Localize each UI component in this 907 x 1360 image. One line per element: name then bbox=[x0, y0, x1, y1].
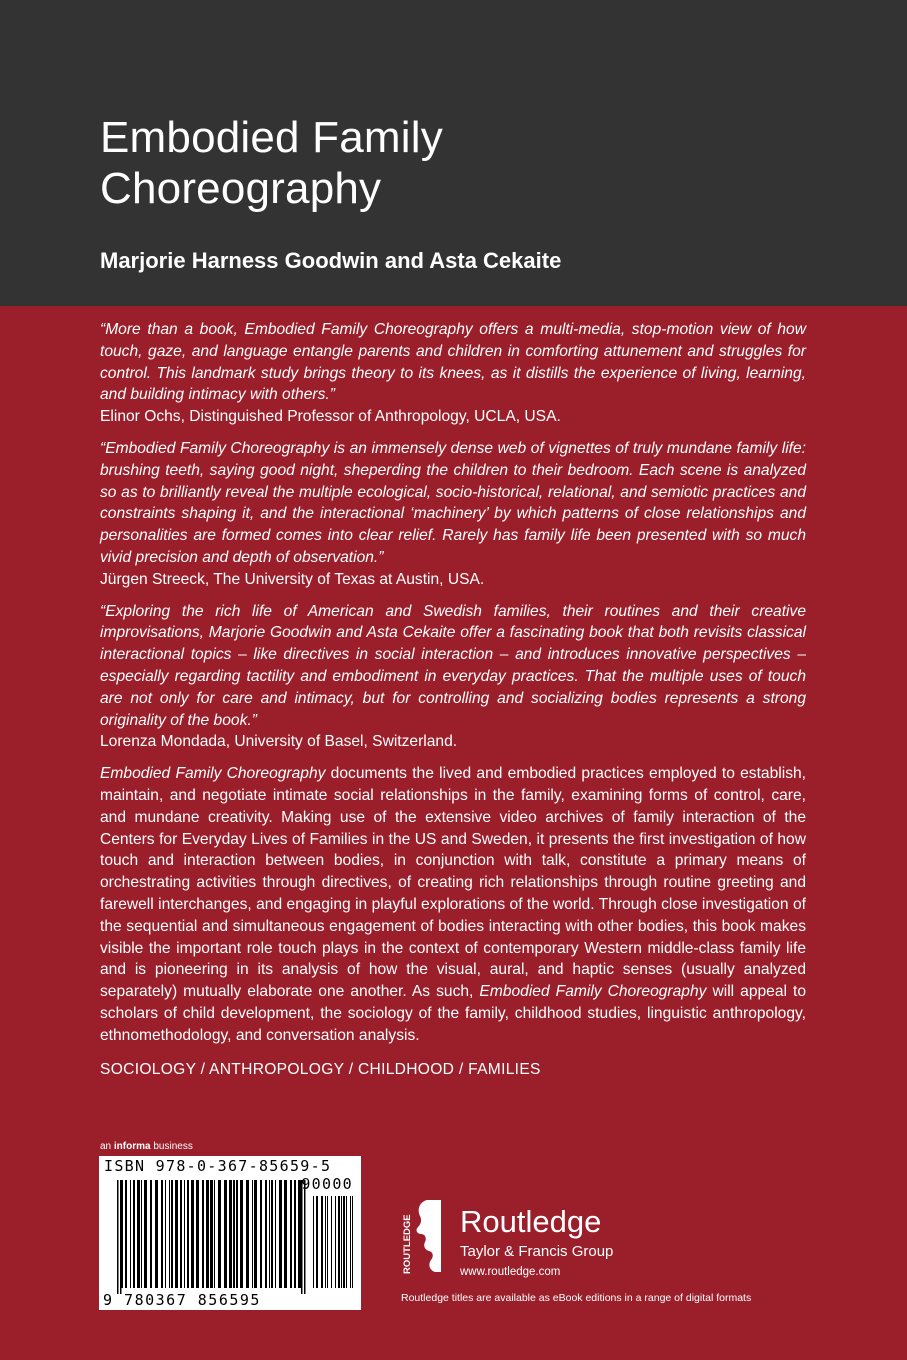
routledge-logo-icon bbox=[401, 1196, 449, 1280]
barcode-bar bbox=[161, 1180, 163, 1288]
barcode-bar bbox=[240, 1180, 243, 1288]
barcode-bar bbox=[275, 1180, 276, 1288]
barcode-bar bbox=[175, 1180, 178, 1288]
cover-header bbox=[0, 0, 907, 306]
publisher-url: www.routledge.com bbox=[460, 1266, 561, 1278]
barcode-bar bbox=[120, 1180, 122, 1294]
barcode-bar bbox=[294, 1180, 296, 1288]
barcode-bar bbox=[224, 1180, 227, 1288]
publisher-name: Routledge bbox=[460, 1204, 602, 1239]
barcode-bar bbox=[187, 1180, 189, 1288]
barcode-bar bbox=[165, 1180, 166, 1288]
barcode-bar bbox=[316, 1196, 318, 1288]
subject-categories: SOCIOLOGY / ANTHROPOLOGY / CHILDHOOD / FAMILIES bbox=[100, 1060, 541, 1078]
barcode-bar bbox=[338, 1196, 340, 1288]
barcode-bar bbox=[335, 1196, 336, 1288]
description-text-2: will appeal to scholars of child development, the sociology of the family, childhood studies, linguistic anthropology, ethnomethodology, and conversation analysis. bbox=[100, 983, 807, 1044]
price-code: 90000 bbox=[301, 1175, 353, 1193]
barcode-bar bbox=[325, 1196, 326, 1288]
informa-suffix: business bbox=[150, 1141, 193, 1152]
barcode-bar bbox=[206, 1180, 209, 1288]
barcode-bar bbox=[137, 1180, 140, 1288]
isbn-number: ISBN 978-0-367-85659-5 bbox=[104, 1157, 332, 1175]
barcode-bar bbox=[321, 1196, 323, 1288]
barcode-bar bbox=[343, 1196, 345, 1288]
cover-body bbox=[100, 319, 806, 1080]
barcode-bar bbox=[144, 1180, 147, 1288]
publisher-block bbox=[460, 1205, 613, 1280]
endorsement-quote-1: “More than a book, Embodied Family Choreography offers a multi-media, stop-motion view of how touch, gaze, and language entangle parents and children in comforting attunement and struggles for control. This landmark study brings theory to its knees, as it distills the experience of living, learning, and building intimacy with others.” bbox=[100, 321, 806, 404]
informa-business-label bbox=[100, 1140, 193, 1153]
publisher-group: Taylor & Francis Group bbox=[460, 1243, 614, 1260]
ebook-availability-note: Routledge titles are available as eBook editions in a range of digital formats bbox=[401, 1292, 752, 1304]
barcode-bar bbox=[271, 1180, 273, 1288]
description-title-2: Embodied Family Choreography bbox=[479, 983, 707, 1001]
description-title: Embodied Family Choreography bbox=[100, 765, 326, 783]
barcode-bar bbox=[260, 1180, 262, 1288]
ean-digits: 9 780367 856595 bbox=[103, 1291, 261, 1309]
description-text-1: documents the lived and embodied practices employed to establish, maintain, and negotiate intimate social relationships in the family, examining forms of control, care, and mundane creativity. Making use of the extensive video archives of family interaction of the Centers for Everyday Lives of Families in the US and Sweden, it presents the first investigation of how touch and interaction between bodies, in conjunction with talk, constitute a primary means of orchestrating activities through directives, of creating rich relationships through routine greeting and farewell interchanges, and engaging in playful explorations of the world. Through close investigation of the sequential and simultaneous engagement of bodies interacting with other bodies, this book makes visible the important role touch plays in the context of contemporary Western middle-class family life and is pioneering in its analysis of how the visual, aural, and haptic senses (usually analyzed separately) mutually elaborate one another. As such, bbox=[100, 765, 807, 1001]
barcode-bar bbox=[304, 1180, 306, 1294]
barcode-bar bbox=[202, 1180, 204, 1288]
barcode-bar bbox=[254, 1180, 257, 1288]
barcode-bar bbox=[331, 1196, 332, 1288]
barcode-bar bbox=[184, 1180, 185, 1288]
endorsement-attribution-1: Elinor Ochs, Distinguished Professor of Anthropology, UCLA, USA. bbox=[100, 408, 561, 426]
barcode-bar bbox=[210, 1180, 213, 1288]
barcode-bar bbox=[350, 1196, 351, 1288]
barcode-bar bbox=[246, 1180, 249, 1288]
barcode-bar bbox=[196, 1180, 199, 1288]
informa-prefix: an bbox=[100, 1141, 114, 1152]
barcode-bar bbox=[269, 1180, 270, 1288]
barcode-bar bbox=[233, 1180, 235, 1288]
endorsement-attribution-3: Lorenza Mondada, University of Basel, Switzerland. bbox=[100, 733, 458, 751]
book-title bbox=[100, 112, 443, 214]
barcode-bar bbox=[346, 1196, 347, 1288]
barcode-bar bbox=[133, 1180, 135, 1288]
book-authors: Marjorie Harness Goodwin and Asta Cekaite bbox=[100, 248, 562, 273]
barcode-bar bbox=[117, 1180, 119, 1294]
barcode-bar bbox=[279, 1180, 282, 1288]
barcode-bar bbox=[313, 1196, 314, 1288]
barcode-bar bbox=[327, 1196, 328, 1288]
barcode-bar bbox=[341, 1196, 342, 1288]
barcode-bar bbox=[284, 1180, 287, 1288]
barcode-bar bbox=[298, 1180, 301, 1288]
barcode-bar bbox=[141, 1180, 142, 1288]
isbn-barcode bbox=[99, 1156, 361, 1310]
routledge-logo-text: ROUTLEDGE bbox=[402, 1214, 413, 1274]
book-description bbox=[100, 763, 806, 1046]
barcode-bar bbox=[290, 1180, 292, 1288]
barcode-bar bbox=[352, 1196, 353, 1288]
barcode-bar bbox=[125, 1180, 127, 1288]
barcode-bar bbox=[191, 1180, 194, 1288]
barcode-bar bbox=[265, 1180, 267, 1288]
barcode-bar bbox=[130, 1180, 131, 1288]
barcode-bar bbox=[180, 1180, 182, 1288]
barcode-bar bbox=[252, 1180, 253, 1288]
barcode-bar bbox=[218, 1180, 221, 1288]
barcode-bar bbox=[150, 1180, 152, 1288]
informa-brand: informa bbox=[113, 1141, 151, 1152]
barcode-bar bbox=[214, 1180, 215, 1288]
barcode-bar bbox=[301, 1180, 303, 1294]
endorsement-attribution-2: Jürgen Streeck, The University of Texas at Austin, USA. bbox=[100, 570, 485, 588]
barcode-bar bbox=[155, 1180, 158, 1288]
endorsement-quote-2: “Embodied Family Choreography is an immensely dense web of vignettes of truly mundane family life: brushing teeth, saying good night, sheperding the children to their bedroom. Each scene is analyzed so as to brilliantly reveal the multiple ecological, socio-historical, relational, and semiotic practices and constraints shaping it, and the interactional ‘machinery’ by which patterns of close relationships and personalities are formed comes into clear relief. Rarely has family life been presented with so much vivid precision and depth of observation.” bbox=[100, 439, 806, 566]
barcode-bar bbox=[236, 1180, 238, 1288]
book-title-line-1: Embodied Family bbox=[100, 113, 443, 162]
barcode-bar bbox=[171, 1180, 173, 1288]
book-title-line-2: Choreography bbox=[100, 164, 382, 213]
barcode-bar bbox=[229, 1180, 232, 1288]
endorsement-quote-3: “Exploring the rich life of American and Swedish families, their routines and their creative improvisations, Marjorie Goodwin and Asta Cekaite offer a fascinating book that both revisits classical interactional topics – like directives in social interaction – and introduces innovative perspectives – especially regarding tactility and embodiment in everyday practices. That the multiple uses of touch are not only for care and intimacy, but for controlling and socializing bodies represents a strong originality of the book.” bbox=[100, 602, 806, 729]
barcode-bar bbox=[169, 1180, 170, 1288]
